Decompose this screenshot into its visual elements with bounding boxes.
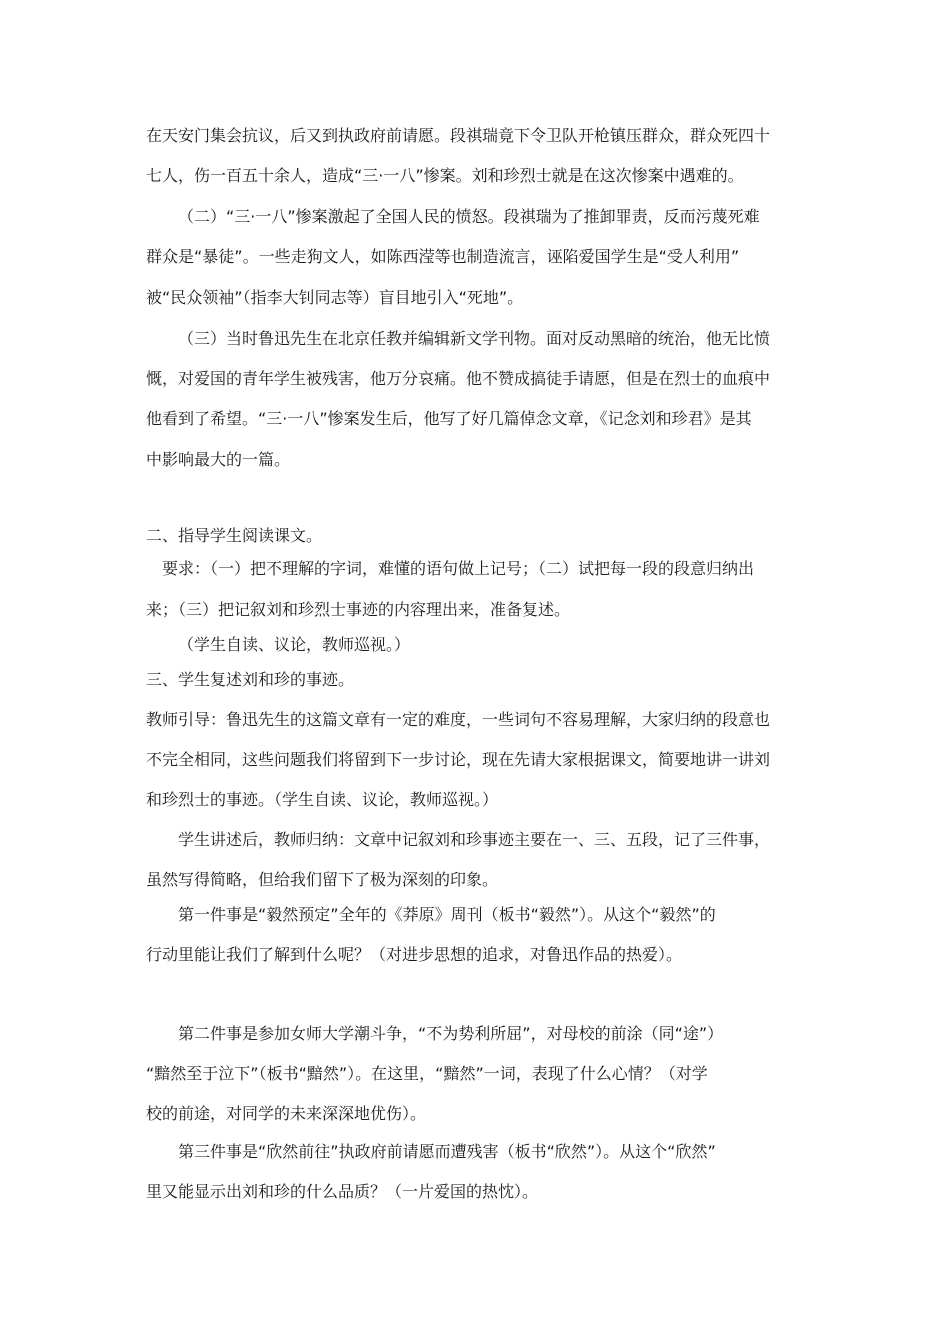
text-line: 里又能显示出刘和珍的什么品质？（一片爱国的热忱）。 — [146, 1182, 539, 1201]
text-line: （三）当时鲁迅先生在北京任教并编辑新文学刊物。面对反动黑暗的统治，他无比愤 — [178, 329, 771, 348]
text-line: 七人，伤一百五十余人，造成“三·一八”惨案。刘和珍烈士就是在这次惨案中遇难的。 — [146, 166, 744, 185]
text-line: （二）“三·一八”惨案激起了全国人民的愤怒。段祺瑞为了推卸罪责，反而污蔑死难 — [178, 207, 760, 226]
text-line: 中影响最大的一篇。 — [146, 450, 291, 469]
text-line: 行动里能让我们了解到什么呢？（对进步思想的追求，对鲁迅作品的热爱）。 — [146, 945, 683, 964]
text-line: 第一件事是“毅然预定”全年的《莽原》周刊（板书“毅然”）。从这个“毅然”的 — [178, 905, 716, 924]
text-line: 慨，对爱国的青年学生被残害，他万分哀痛。他不赞成搞徒手请愿，但是在烈士的血痕中 — [146, 369, 771, 388]
text-line: （学生自读、议论，教师巡视。） — [178, 635, 411, 654]
text-line: 教师引导：鲁迅先生的这篇文章有一定的难度，一些词句不容易理解，大家归纳的段意也 — [146, 710, 771, 729]
text-line: “黯然至于泣下”（板书“黯然”）。在这里，“黯然”一词，表现了什么心情？（对学 — [146, 1064, 708, 1083]
text-line: 校的前途，对同学的未来深深地优伤）。 — [146, 1104, 427, 1123]
text-line: 和珍烈士的事迹。（学生自读、议论，教师巡视。） — [146, 790, 499, 809]
text-line: 在天安门集会抗议，后又到执政府前请愿。段祺瑞竟下令卫队开枪镇压群众，群众死四十 — [146, 126, 771, 145]
text-line: 学生讲述后，教师归纳：文章中记叙刘和珍事迹主要在一、三、五段，记了三件事， — [178, 830, 771, 849]
text-line: 第二件事是参加女师大学潮斗争，“不为势利所屈”，对母校的前涂（同“途”） — [178, 1024, 724, 1043]
text-line: 要求：（一）把不理解的字词，难懂的语句做上记号；（二）试把每一段的段意归纳出 — [162, 559, 755, 578]
text-line: 他看到了希望。“三·一八”惨案发生后，他写了好几篇倬念文章，《记念刘和珍君》是其 — [146, 409, 752, 428]
text-line: 第三件事是“欣然前往”执政府前请愿而遭残害（板书“欣然”）。从这个“欣然” — [178, 1142, 716, 1161]
text-line: 不完全相同，这些问题我们将留到下一步讨论，现在先请大家根据课文，简要地讲一讲刘 — [146, 750, 771, 769]
text-line: 来；（三）把记叙刘和珍烈士事迹的内容理出来，准备复述。 — [146, 600, 571, 619]
text-line: 虽然写得简略，但给我们留下了极为深刻的印象。 — [146, 870, 499, 889]
section-heading: 三、学生复述刘和珍的事迹。 — [146, 670, 355, 689]
text-line: 被“民众领袖”（指李大钊同志等）盲目地引入“死地”。 — [146, 288, 524, 307]
text-line: 群众是“暴徒”。一些走狗文人，如陈西滢等也制造流言，诬陷爱国学生是“受人利用” — [146, 247, 740, 266]
section-heading: 二、指导学生阅读课文。 — [146, 526, 323, 545]
